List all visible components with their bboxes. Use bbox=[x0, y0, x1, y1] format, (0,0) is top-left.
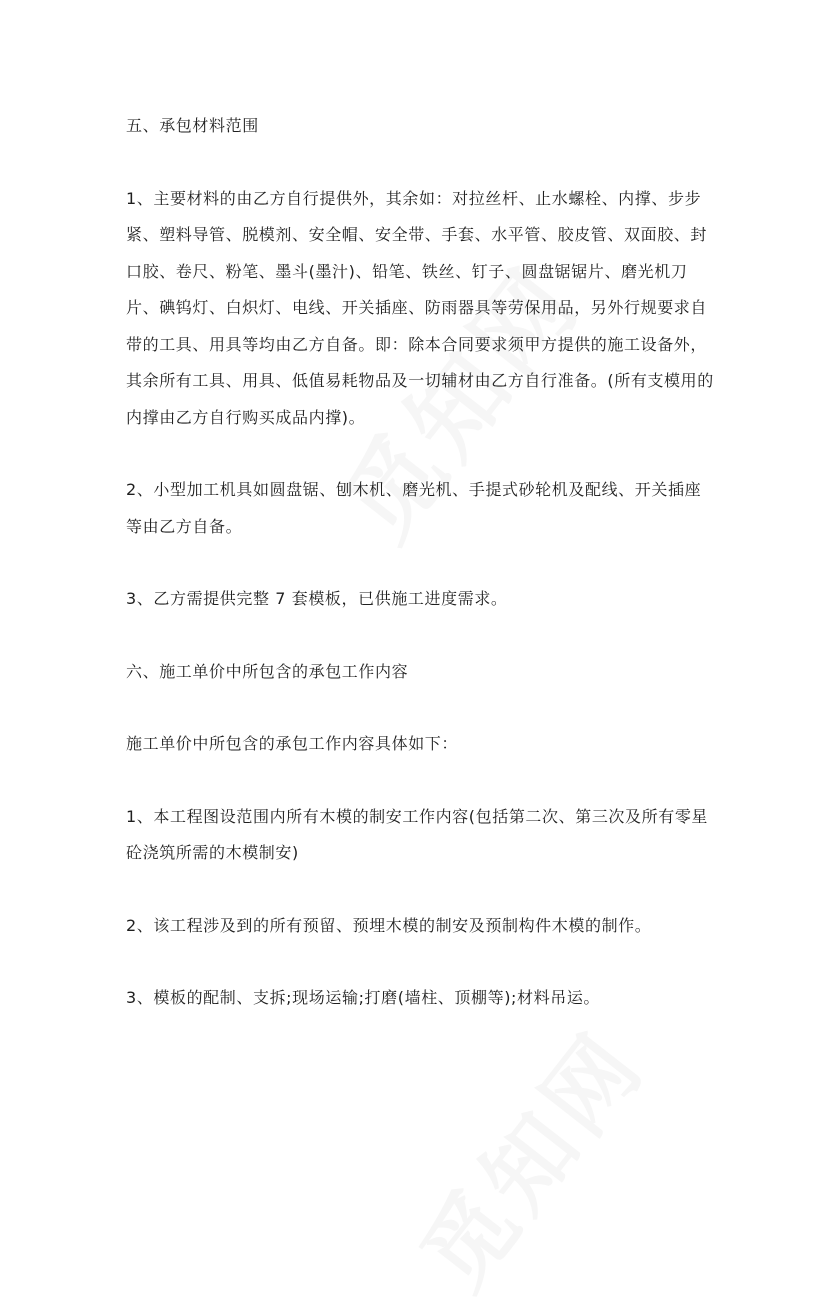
section-6-intro: 施工单价中所包含的承包工作内容具体如下： bbox=[126, 734, 459, 753]
section-6-heading: 六、施工单价中所包含的承包工作内容 bbox=[126, 661, 409, 681]
section-5-heading: 五、承包材料范围 bbox=[126, 116, 259, 135]
section-5-item-1: 1、主要材料的由乙方自行提供外，其余如：对拉丝杆、止水螺栓、内撑、步步紧、塑料导管、脱模剂、安全帽、安全带、手套、水平管、胶皮管、双面胶、封口胶、卷尺、粉笔、墨斗(墨汁)、铅笔、铁丝、钉子、圆盘锯锯片、磨光机刀片、碘钨灯、白炽灯、电线、开关插座、防雨器具等劳保用品，另外行规要求自带的工具、用具等均由乙方自备。即：除本合同要求须甲方提供的施工设备外，其余所有工具、用具、低值易耗物品及一切辅材由乙方自行准备。(所有支模用的内撑由乙方自行购买成品内撑)。 bbox=[126, 188, 714, 427]
section-6-item-2: 2、该工程涉及到的所有预留、预埋木模的制安及预制构件木模的制作。 bbox=[126, 915, 652, 935]
section-6-item-3: 3、模板的配制、支拆;现场运输;打磨(墙柱、顶棚等);材料吊运。 bbox=[126, 988, 601, 1007]
section-5-item-2: 2、小型加工机具如圆盘锯、刨木机、磨光机、手提式砂轮机及配线、开关插座等由乙方自备。 bbox=[126, 480, 702, 536]
section-5-item-3: 3、乙方需提供完整 7 套模板，已供施工进度需求。 bbox=[126, 589, 508, 608]
document-body bbox=[126, 108, 716, 1053]
section-6-item-1: 1、本工程图设范围内所有木模的制安工作内容(包括第二次、第三次及所有零星砼浇筑所需的木模制安) bbox=[126, 806, 709, 862]
